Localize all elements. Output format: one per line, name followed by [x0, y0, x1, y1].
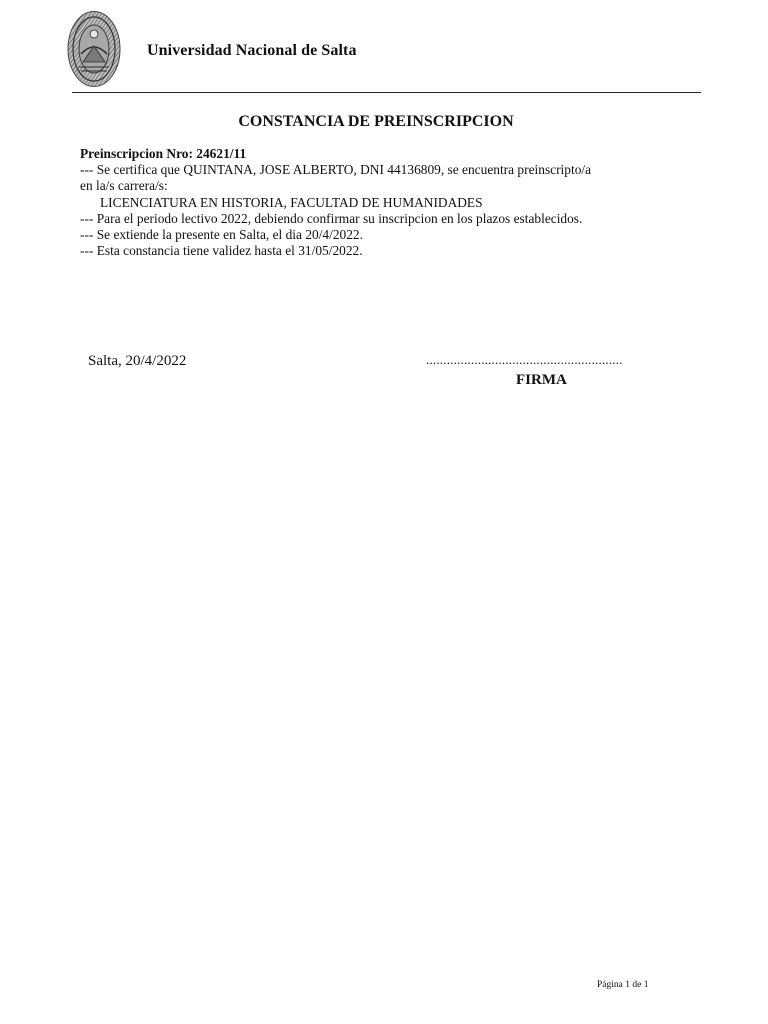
preinscription-number: Preinscripcion Nro: 24621/11 [80, 146, 247, 161]
page-number: Página 1 de 1 [597, 980, 649, 990]
place-and-date: Salta, 20/4/2022 [88, 353, 187, 369]
certification-line: --- Se certifica que QUINTANA, JOSE ALBERTO, DNI 44136809, se encuentra preinscripto/a [80, 162, 592, 178]
header-divider [72, 92, 701, 93]
university-name: Universidad Nacional de Salta [147, 42, 357, 59]
career-label-line: en la/s carrera/s: [80, 178, 168, 194]
career-name-line: LICENCIATURA EN HISTORIA, FACULTAD DE HUMANIDADES [100, 194, 483, 210]
certificate-body [80, 146, 700, 259]
issue-date-line: --- Se extiende la presente en Salta, el dia 20/4/2022. [80, 227, 363, 243]
signature-line: ......................................................... [426, 352, 623, 367]
signature-label: FIRMA [516, 372, 567, 388]
validity-line: --- Esta constancia tiene validez hasta el 31/05/2022. [80, 243, 363, 259]
university-seal-icon [67, 10, 121, 88]
academic-period-line: --- Para el periodo lectivo 2022, debiendo confirmar su inscripcion en los plazos establecidos. [80, 210, 583, 226]
document-title: CONSTANCIA DE PREINSCRIPCION [238, 113, 514, 130]
